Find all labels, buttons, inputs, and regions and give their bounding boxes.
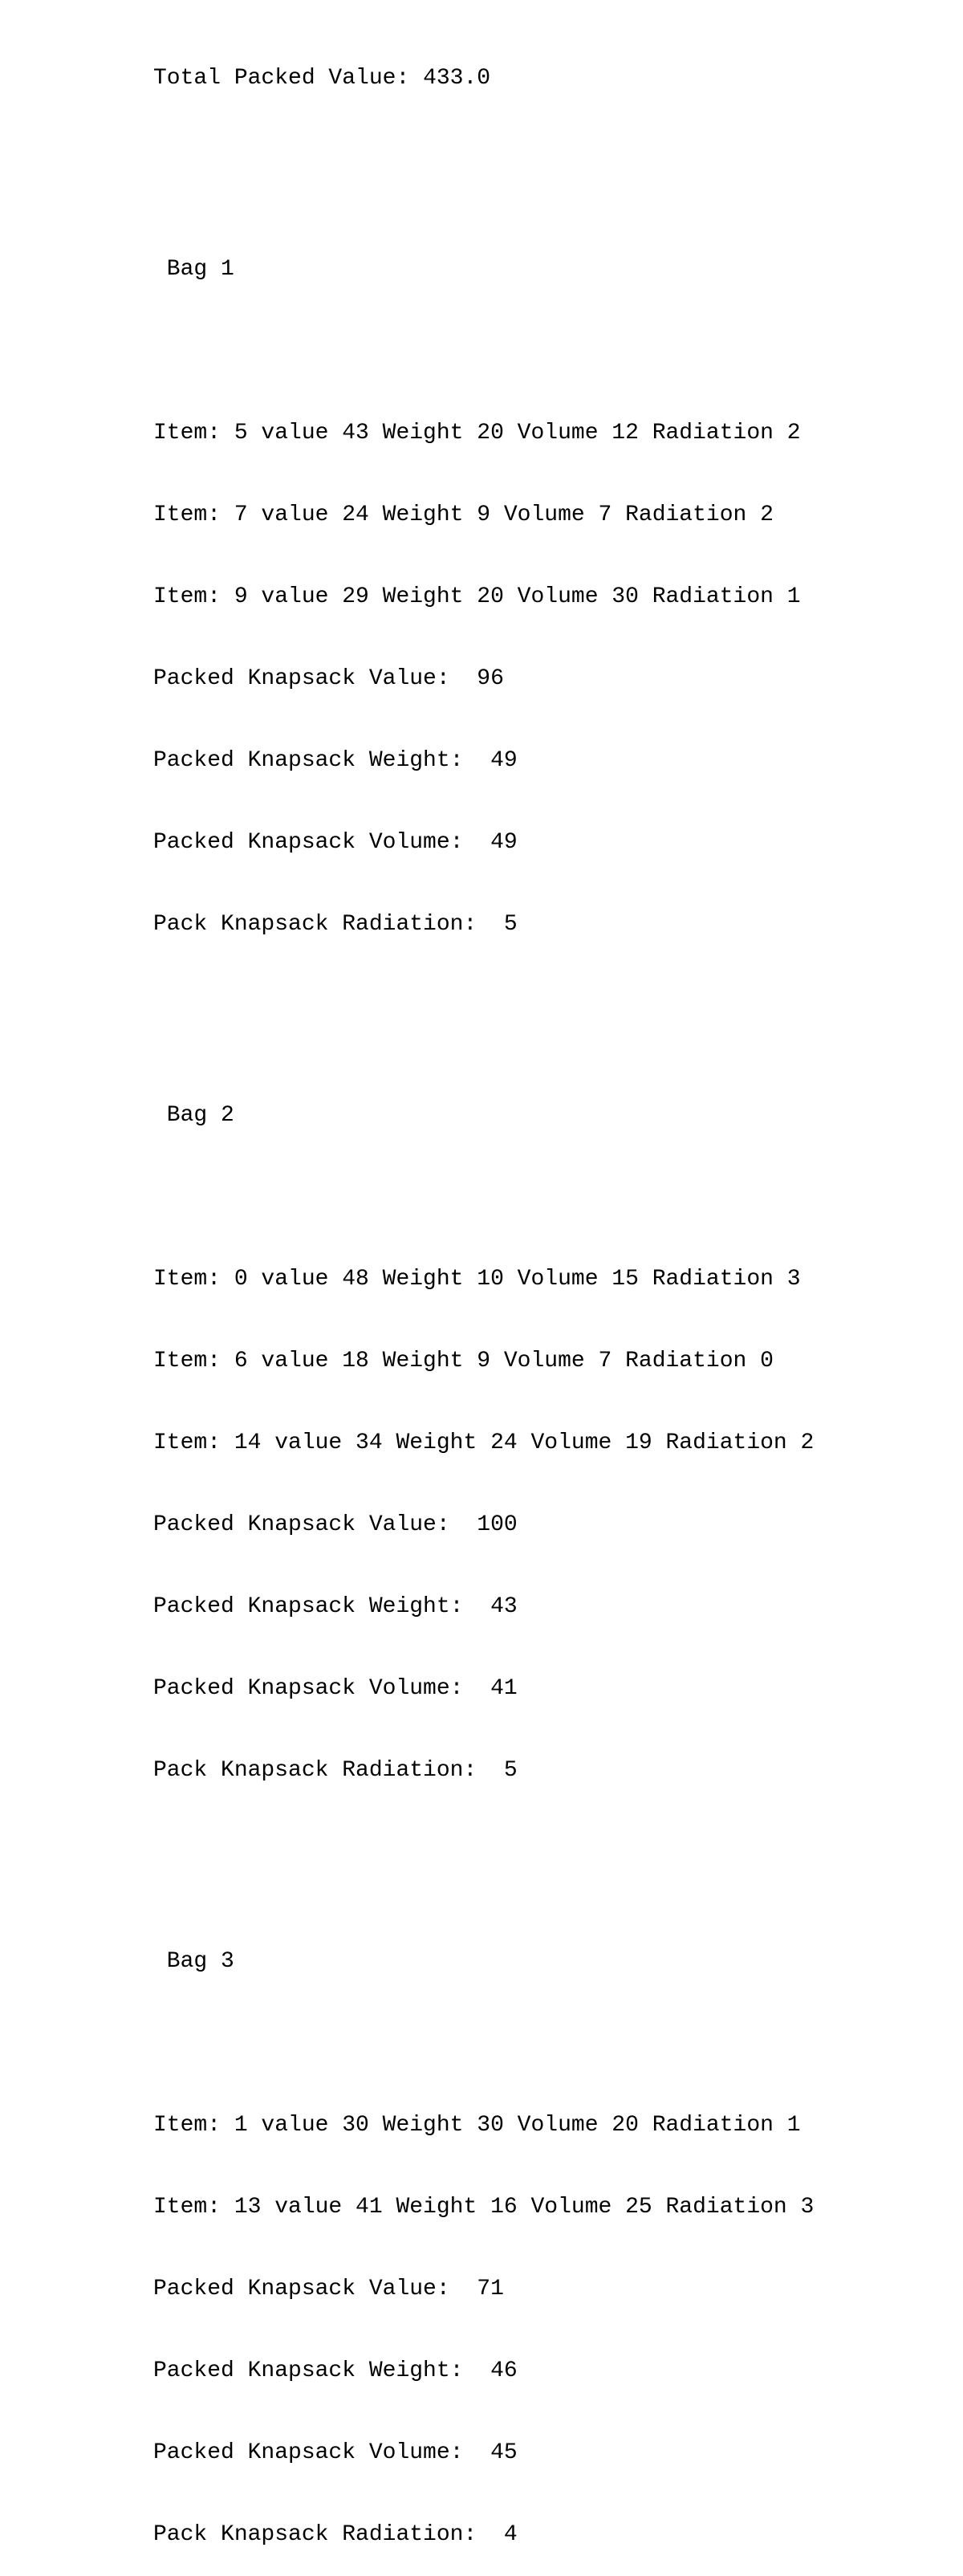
blank-line <box>153 993 814 1020</box>
packed-weight-line: Packed Knapsack Weight: 49 <box>153 748 518 773</box>
bag-header: Bag 2 <box>153 1103 234 1128</box>
blank-line <box>153 338 814 365</box>
bag-item-line: Item: 14 value 34 Weight 24 Volume 19 Radiation 2 <box>153 1430 815 1455</box>
bag-item-line: Item: 6 value 18 Weight 9 Volume 7 Radiation 0 <box>153 1349 774 1373</box>
packed-weight-line: Packed Knapsack Weight: 46 <box>153 2358 518 2383</box>
packed-volume-line: Packed Knapsack Volume: 45 <box>153 2440 518 2465</box>
blank-line <box>153 1839 814 1866</box>
packed-radiation-line: Pack Knapsack Radiation: 5 <box>153 912 518 937</box>
packed-value-line: Packed Knapsack Value: 96 <box>153 666 504 691</box>
blank-line <box>153 1184 814 1211</box>
bag-header: Bag 3 <box>153 1949 234 1974</box>
bag-item-line: Item: 13 value 41 Weight 16 Volume 25 Radiation 3 <box>153 2195 815 2220</box>
packed-value-line: Packed Knapsack Value: 100 <box>153 1512 518 1537</box>
bag-item-line: Item: 9 value 29 Weight 20 Volume 30 Radiation 1 <box>153 584 801 609</box>
packed-radiation-line: Pack Knapsack Radiation: 4 <box>153 2522 518 2547</box>
total-packed-value: 433.0 <box>423 66 491 91</box>
packed-volume-line: Packed Knapsack Volume: 49 <box>153 830 518 855</box>
blank-line <box>153 147 814 174</box>
bag-item-line: Item: 7 value 24 Weight 9 Volume 7 Radiation 2 <box>153 503 774 527</box>
bag-header: Bag 1 <box>153 257 234 282</box>
bag-item-line: Item: 5 value 43 Weight 20 Volume 12 Radiation 2 <box>153 421 801 446</box>
packed-value-line: Packed Knapsack Value: 71 <box>153 2277 504 2301</box>
console-output <box>153 10 814 2576</box>
packed-weight-line: Packed Knapsack Weight: 43 <box>153 1594 518 1619</box>
total-packed-value-line <box>153 65 814 92</box>
bag-item-line: Item: 1 value 30 Weight 30 Volume 20 Radiation 1 <box>153 2113 801 2138</box>
total-packed-value-label: Total Packed Value: <box>153 66 424 91</box>
packed-radiation-line: Pack Knapsack Radiation: 5 <box>153 1758 518 1783</box>
packed-volume-line: Packed Knapsack Volume: 41 <box>153 1676 518 1701</box>
bag-item-line: Item: 0 value 48 Weight 10 Volume 15 Radiation 3 <box>153 1267 801 1292</box>
blank-line <box>153 2030 814 2057</box>
